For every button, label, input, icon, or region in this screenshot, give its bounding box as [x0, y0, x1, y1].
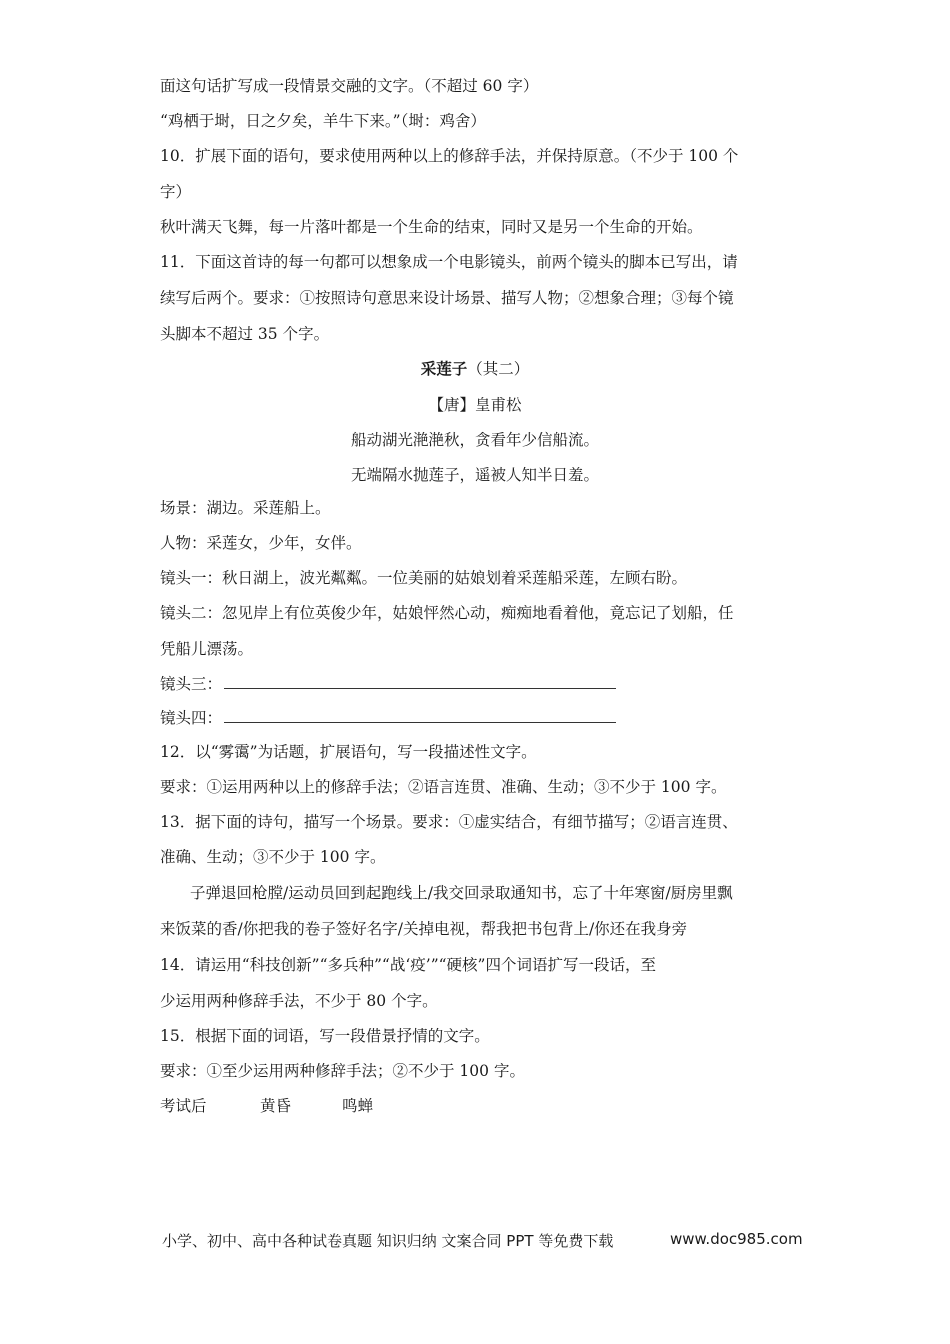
word-item: 鸣蝉: [342, 1097, 374, 1115]
footer-text: 小学、初中、高中各种试卷真题 知识归纳 文案合同 PPT 等免费下载: [162, 1232, 614, 1250]
poem-excerpt: 子弹退回枪膛/运动员回到起跑线上/我交回录取通知书，忘了十年寒窗/厨房里飘: [190, 884, 733, 902]
script-shot-1: 镜头一：秋日湖上，波光粼粼。一位美丽的姑娘划着采莲船采莲，左顾右盼。: [160, 569, 688, 587]
footer-link[interactable]: www.doc985.com: [670, 1230, 803, 1248]
script-shot-2: 镜头二：忽见岸上有位英俊少年，姑娘怦然心动，痴痴地看着他，竟忘记了划船，任: [160, 604, 734, 622]
text-line: 头脚本不超过 35 个字。: [160, 325, 330, 343]
question-12: 12．以“雾霭”为话题，扩展语句，写一段描述性文字。: [160, 743, 537, 761]
script-shot-4: [160, 708, 616, 728]
script-shot-3: [160, 674, 616, 694]
poem-title-sub: （其二）: [467, 360, 530, 378]
question-14: 14．请运用“科技创新”“多兵种”“战‘疫’”“硬核”四个词语扩写一段话，至: [160, 956, 656, 974]
answer-blank[interactable]: [224, 674, 616, 689]
text-line: 要求：①运用两种以上的修辞手法；②语言连贯、准确、生动；③不少于 100 字。: [160, 778, 727, 796]
question-11: 11．下面这首诗的每一句都可以想象成一个电影镜头，前两个镜头的脚本已写出，请: [160, 253, 738, 271]
text-line: 凭船儿漂荡。: [160, 640, 254, 658]
text-line: 要求：①至少运用两种修辞手法；②不少于 100 字。: [160, 1062, 525, 1080]
shot-4-label: 镜头四：: [160, 709, 223, 727]
poem-author: 【唐】皇甫松: [428, 396, 522, 414]
script-scene: 场景：湖边。采莲船上。: [160, 499, 331, 517]
shot-3-label: 镜头三：: [160, 675, 223, 693]
answer-blank[interactable]: [224, 708, 616, 723]
text-line: 字）: [160, 183, 192, 201]
text-line: 少运用两种修辞手法，不少于 80 个字。: [160, 992, 438, 1010]
text-line: 秋叶满天飞舞，每一片落叶都是一个生命的结束，同时又是另一个生命的开始。: [160, 218, 703, 236]
text-line: 准确、生动；③不少于 100 字。: [160, 848, 386, 866]
text-line: 面这句话扩写成一段情景交融的文字。（不超过 60 字）: [160, 77, 539, 95]
poem-title-main: 采莲子: [420, 360, 468, 378]
text-line: “鸡栖于埘，日之夕矣，羊牛下来。”（埘：鸡舍）: [160, 112, 486, 130]
word-item: 黄昏: [260, 1097, 292, 1115]
poem-excerpt: 来饭菜的香/你把我的卷子签好名字/关掉电视，帮我把书包背上/你还在我身旁: [160, 920, 688, 938]
question-15: 15．根据下面的词语，写一段借景抒情的文字。: [160, 1027, 490, 1045]
poem-title: [0, 359, 950, 379]
script-people: 人物：采莲女，少年，女伴。: [160, 534, 362, 552]
word-list: [160, 1096, 373, 1116]
question-10: 10．扩展下面的语句，要求使用两种以上的修辞手法，并保持原意。（不少于 100 个: [160, 147, 739, 165]
word-item: 考试后: [160, 1097, 207, 1115]
poem-line: 船动湖光滟滟秋，贪看年少信船流。: [350, 431, 599, 449]
text-line: 续写后两个。要求：①按照诗句意思来设计场景、描写人物；②想象合理；③每个镜: [160, 289, 734, 307]
question-13: 13．据下面的诗句，描写一个场景。要求：①虚实结合，有细节描写；②语言连贯、: [160, 813, 738, 831]
poem-line: 无端隔水抛莲子，遥被人知半日羞。: [350, 466, 599, 484]
